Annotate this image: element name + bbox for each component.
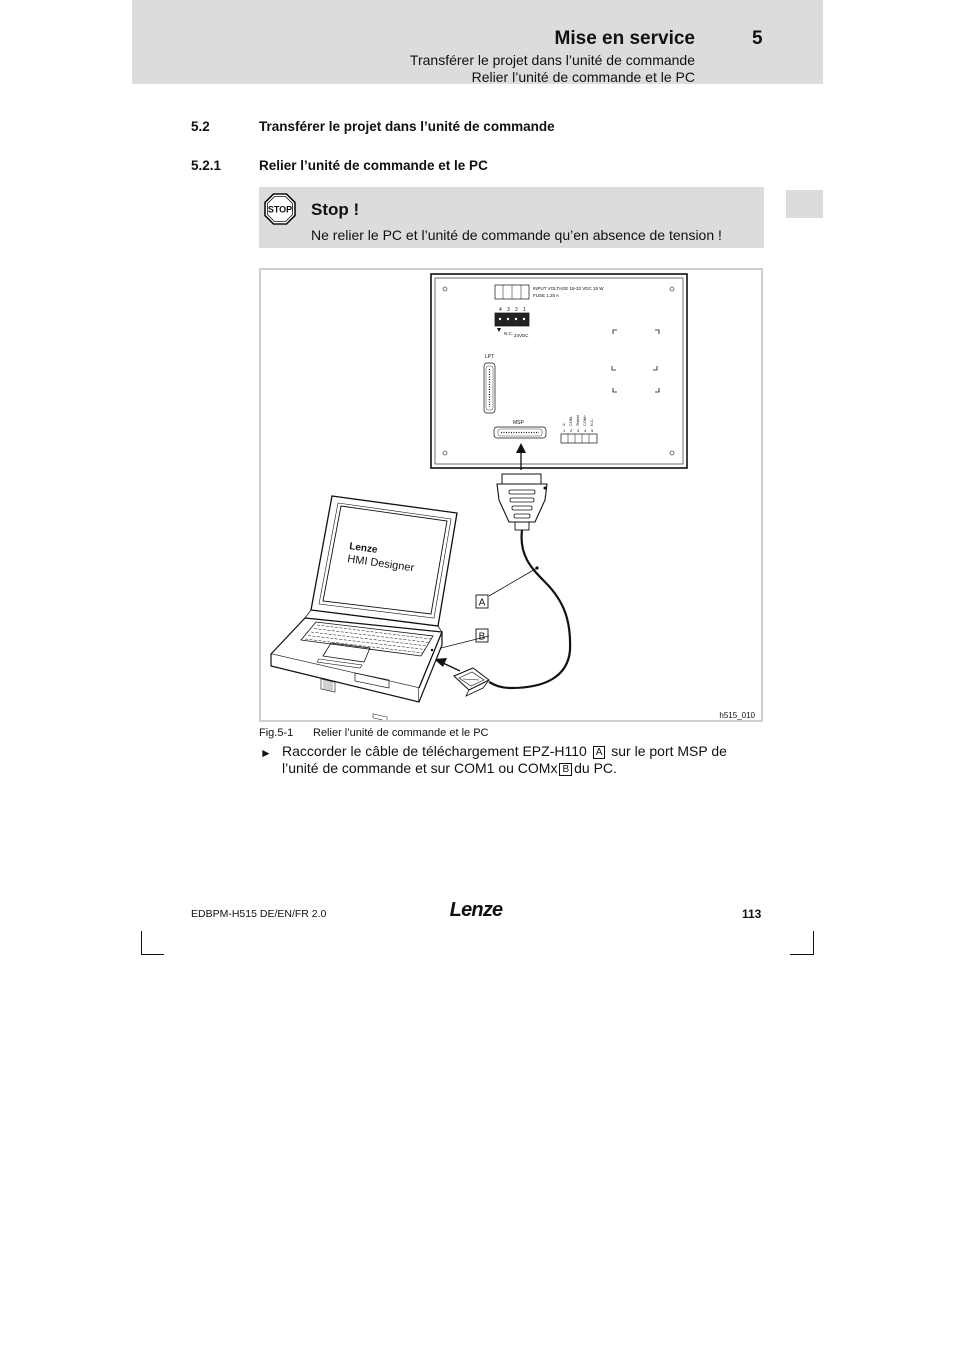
instruction-part-2: sur le port MSP de l’unité de commande et sur COM1 ou COMx: [282, 743, 727, 776]
fuse-label: FUSE 1.25 A: [533, 293, 560, 298]
nc-label: N.C.: [504, 331, 513, 336]
dc-label: 24VDC: [514, 333, 529, 338]
com-pin-label: 2: [570, 428, 573, 433]
bullet-arrow-icon: ►: [260, 746, 272, 760]
lpt-label: LPT: [485, 354, 495, 360]
cable-connector-msp: [497, 474, 547, 530]
com-pin-label: 4: [584, 428, 587, 433]
chapter-number: 5: [752, 28, 763, 49]
crop-mark: [141, 931, 142, 955]
com-label: COM+: [583, 414, 587, 426]
com-pin-label: 1: [563, 428, 566, 433]
com-label: COM-: [569, 415, 573, 426]
input-voltage-label: INPUT VOLTAGE 18-32 VDC 15 W: [533, 286, 604, 291]
pc-port-arrow: [434, 658, 460, 671]
laptop-screen-brand: Lenze: [348, 541, 379, 556]
figure-reference: h515_010: [719, 711, 755, 720]
lenze-logo: [442, 896, 510, 922]
footer-doc-id: EDBPM-H515 DE/EN/FR 2.0: [191, 908, 327, 920]
chapter-title: Mise en service: [554, 28, 695, 49]
instruction-part-1: Raccorder le câble de téléchargement EPZ-H110: [282, 743, 587, 759]
pin-label: 2: [515, 307, 518, 313]
pin-label: 1: [523, 307, 526, 313]
crop-mark: [141, 954, 164, 955]
instruction-part-3: du PC.: [574, 760, 617, 776]
stop-title: Stop !: [311, 200, 360, 219]
crop-mark: [813, 931, 814, 955]
msp-label: MSP: [513, 420, 524, 426]
laptop-screen-product: HMI Designer: [346, 553, 415, 575]
com-pin-label: 5: [591, 428, 594, 433]
connection-illustration: [261, 270, 761, 720]
com-label: N.C.: [590, 418, 594, 426]
callout-b: B: [478, 631, 486, 643]
laptop-illustration: [271, 496, 457, 720]
callout-a: A: [478, 597, 486, 609]
stop-sign-icon: [264, 193, 296, 225]
header-subtitle-2: Relier l’unité de commande et le PC: [471, 69, 695, 85]
control-unit-panel: [431, 274, 687, 468]
figure-caption: Relier l’unité de commande et le PC: [313, 727, 489, 739]
subsection-title: Relier l’unité de commande et le PC: [259, 158, 488, 173]
stop-icon-label: STOP: [267, 204, 293, 215]
pin-label: 3: [507, 307, 510, 313]
header-subtitle-1: Transférer le projet dans l’unité de commande: [409, 52, 695, 68]
key-a: A: [593, 746, 606, 759]
cable-connector-pc: [454, 668, 489, 696]
download-cable: [489, 530, 570, 688]
chapter-side-tab: [786, 190, 823, 218]
com-label: Shield: [576, 415, 580, 426]
figure-label: Fig.5-1: [259, 727, 294, 739]
subsection-number: 5.2.1: [191, 158, 222, 173]
section-number: 5.2: [191, 119, 210, 134]
section-title: Transférer le projet dans l’unité de commande: [259, 119, 555, 134]
lenze-logo-text: Lenze: [449, 899, 503, 921]
com-label: V-: [562, 422, 566, 426]
instruction-text: [282, 743, 762, 777]
crop-mark: [790, 954, 814, 955]
connection-arrow: [516, 443, 526, 470]
key-b: B: [559, 763, 572, 776]
page-number: 113: [742, 907, 762, 921]
pin-label: 4: [499, 307, 502, 313]
com-pin-label: 3: [577, 428, 580, 433]
stop-text: Ne relier le PC et l’unité de commande qu’en absence de tension !: [311, 227, 722, 243]
